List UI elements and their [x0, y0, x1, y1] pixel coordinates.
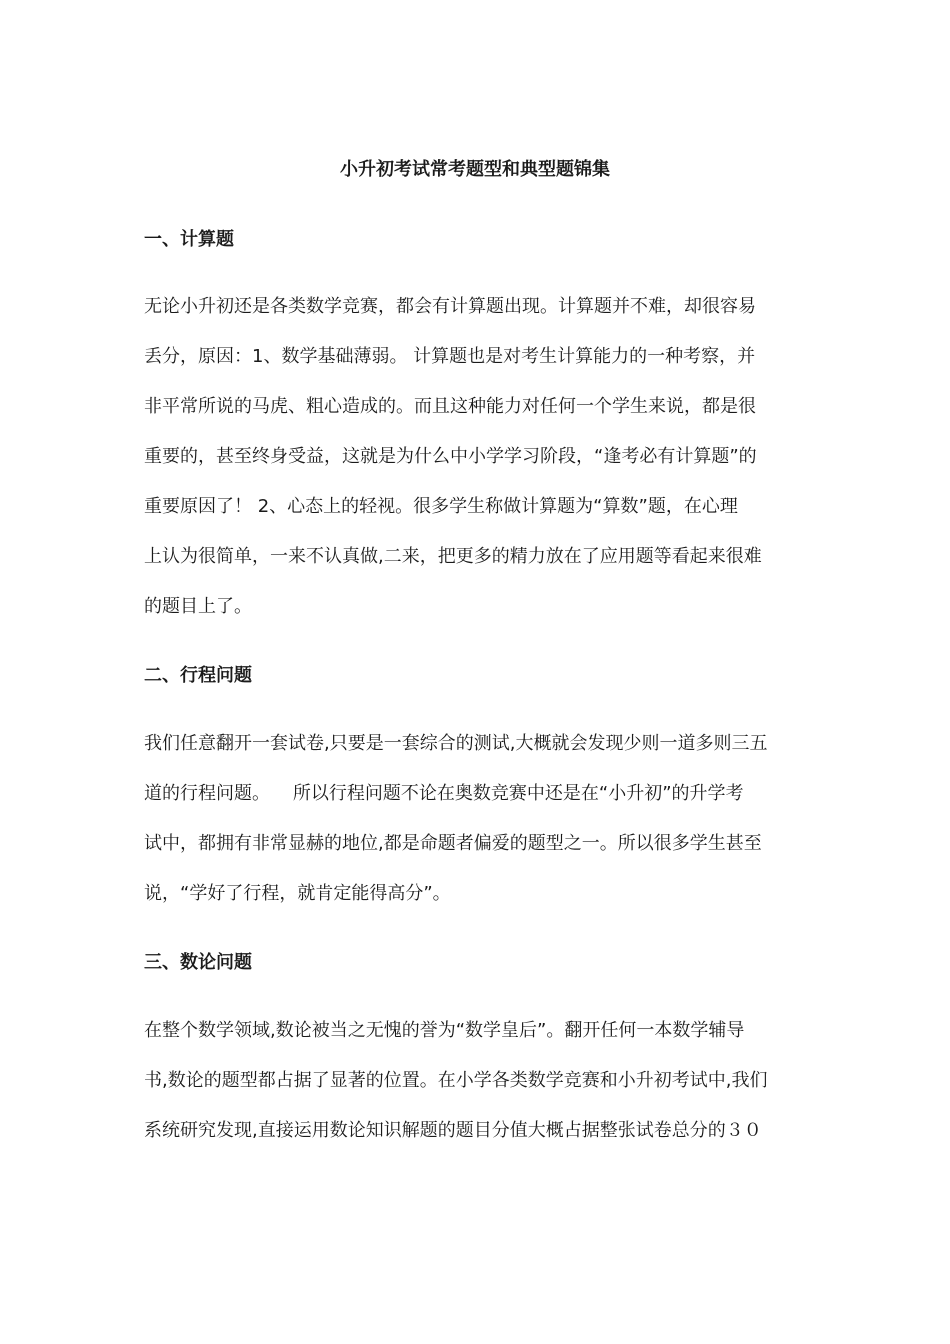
section-heading-travel: 二、行程问题	[144, 665, 252, 686]
paragraph-line: 道的行程问题。 所以行程问题不论在奥数竞赛中还是在“小升初”的升学考	[144, 783, 744, 804]
paragraph-line: 丢分，原因：1、数学基础薄弱。 计算题也是对考生计算能力的一种考察，并	[144, 346, 756, 367]
paragraph-line: 书,数论的题型都占据了显著的位置。在小学各类数学竞赛和小升初考试中,我们	[144, 1070, 768, 1091]
paragraph-line: 无论小升初还是各类数学竞赛，都会有计算题出现。计算题并不难，却很容易	[144, 296, 756, 317]
paragraph-line: 的题目上了。	[144, 596, 252, 617]
section-heading-calculation: 一、计算题	[144, 229, 234, 250]
paragraph-line: 重要原因了！ 2、心态上的轻视。很多学生称做计算题为“算数”题，在心理	[144, 496, 738, 517]
paragraph-line: 在整个数学领域,数论被当之无愧的誉为“数学皇后”。翻开任何一本数学辅导	[144, 1020, 745, 1041]
section-heading-number-theory: 三、数论问题	[144, 952, 252, 973]
paragraph-line: 说，“学好了行程，就肯定能得高分”。	[144, 883, 451, 904]
section-body-travel	[144, 719, 806, 919]
section-body-calculation	[144, 282, 806, 632]
paragraph-line: 系统研究发现,直接运用数论知识解题的题目分值大概占据整张试卷总分的３０	[144, 1120, 762, 1141]
paragraph-line: 试中，都拥有非常显赫的地位,都是命题者偏爱的题型之一。所以很多学生甚至	[144, 833, 762, 854]
paragraph-line: 重要的，甚至终身受益，这就是为什么中小学学习阶段，“逢考必有计算题”的	[144, 446, 757, 467]
section-body-number-theory	[144, 1006, 806, 1156]
paragraph-line: 我们任意翻开一套试卷,只要是一套综合的测试,大概就会发现少则一道多则三五	[144, 733, 768, 754]
document-title: 小升初考试常考题型和典型题锦集	[340, 159, 610, 180]
paragraph-line: 上认为很简单，一来不认真做,二来，把更多的精力放在了应用题等看起来很难	[144, 546, 762, 567]
paragraph-line: 非平常所说的马虎、粗心造成的。而且这种能力对任何一个学生来说，都是很	[144, 396, 756, 417]
